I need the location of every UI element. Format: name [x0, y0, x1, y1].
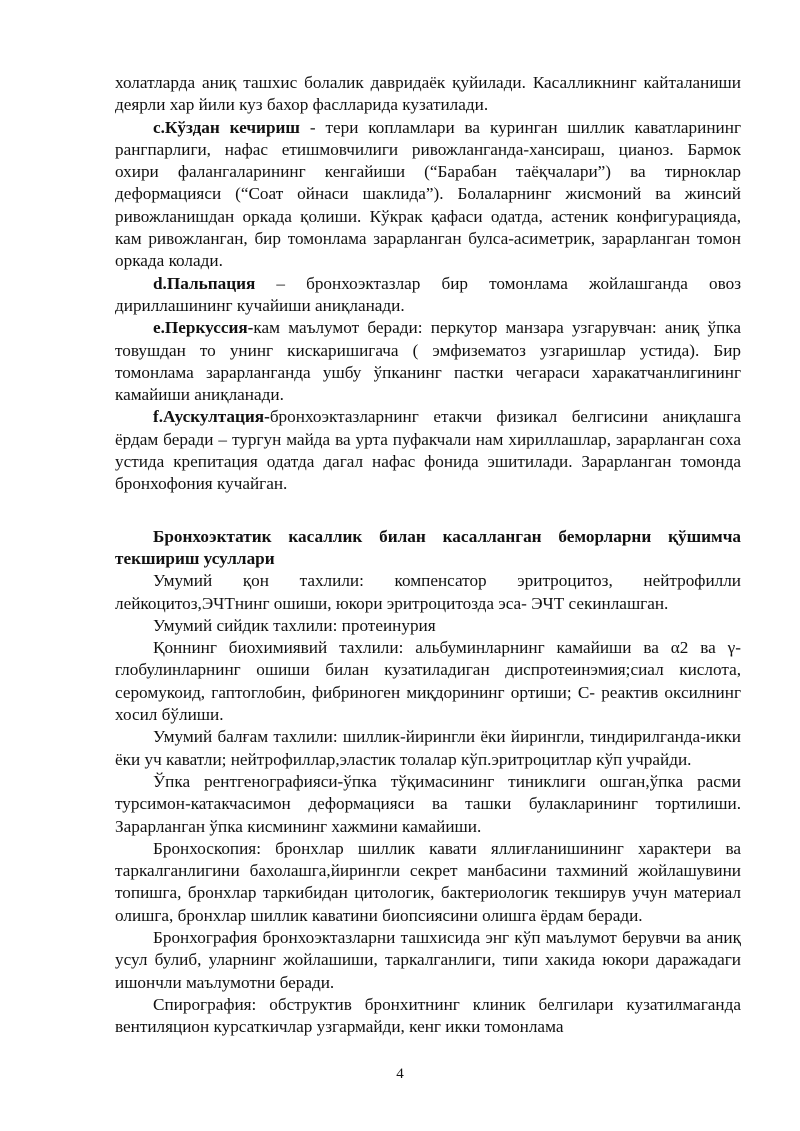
inspection-lead: c.Кўздан кечириш: [153, 117, 300, 137]
method-urine-test: Умумий сийдик тахлили: протеинурия: [153, 615, 436, 635]
inspection-text: - тери копламлари ва куринган шиллик каватларининг рангпарлиги, нафас етишмовчилиги ривожланганда-хансираш, цианоз. Бармок охири фалангаларининг кенгайиши (“Барабан таёқчалари”) ва тирноклар деформацияси (“Соат ойнаси шаклида”). Болаларнинг жисмоний ва жинсий ривожланишдан оркада қолиши. Кўкрак қафаси одатда, астеник конфигурацияда, кам ривожланган, бир томонлама зарарланган булса-асиметрик, зарарланган томон оркада колади.: [115, 117, 741, 271]
method-blood-test: Умумий қон тахлили: компенсатор эритроцитоз, нейтрофилли лейкоцитоз,ЭЧТнинг ошиши, юкори эритроцитозда эса- ЭЧТ секинлашган.: [115, 571, 741, 613]
percussion-text: кам маълумот беради: перкутор манзара узгарувчан: аниқ ўпка товушдан то унинг кискаришигача ( эмфизематоз узгаришлар устида). Бир томонлама зарарланганда ушбу ўпканинг пастки чегараси харакатчанлигининг камайиши аниқланади.: [115, 318, 741, 405]
palpation-text: – бронхоэктазлар бир томонлама жойлашганда овоз дириллашининг кучайиши аниқланади.: [115, 273, 741, 315]
paragraph-intro: [115, 72, 741, 117]
paragraph-auscultation: [115, 406, 741, 495]
paragraph-percussion: [115, 317, 741, 406]
section-heading: Бронхоэктатик касаллик билан касалланган беморларни қўшимча текшириш усуллари: [115, 526, 741, 568]
method-biochemistry: Қоннинг биохимиявий тахлили: альбуминларнинг камайиши ва α2 ва γ-глобулинларнинг ошиши билан кузатиладиган диспротеинэмия;сиал кислота, серомукоид, гаптоглобин, фибриноген миқдорининг ортиши; С- реактив оксилнинг хосил бўлиши.: [115, 638, 741, 725]
page-number: 4: [396, 1066, 404, 1082]
method-sputum-test: Умумий балғам тахлили: шиллик-йирингли ёки йирингли, тиндирилганда-икки ёки уч каватли; нейтрофиллар,эластик толалар кўп.эритроцитлар кўп учрайди.: [115, 727, 741, 769]
method-radiography: Ўпка рентгенографияси-ўпка тўқимасининг тиниклиги ошган,ўпка расми турсимон-катакчасимон деформацияси ва ташки булакларининг тортилиши. Зарарланган ўпка кисмининг хажмини камайиши.: [115, 771, 741, 836]
method-spirography: Спирография: обструктив бронхитнинг клиник белгилари кузатилмаганда вентиляцион курсаткичлар узгармайди, кенг икки томонлама: [115, 994, 741, 1037]
document-page: [115, 72, 741, 1038]
auscultation-text: бронхоэктазларнинг етакчи физикал белгисини аниқлашга ёрдам беради – тургун майда ва урта пуфакчали нам хириллашлар, зарарланган соха устида крепитация одатда дагал нафас фонида эшитилади. Зарарланган томонда бронхофония кучайган.: [115, 407, 741, 494]
percussion-lead: e.Перкуссия-: [153, 318, 254, 338]
paragraph-palpation: [115, 273, 741, 318]
method-bronchography: Бронхография бронхоэктазларни ташхисида энг кўп маълумот берувчи ва аниқ усул булиб, уларнинг жойлашиши, таркалганлиги, типи хакида юкори даражадаги ишончли маълумотни беради.: [115, 927, 741, 992]
paragraph-inspection: [115, 117, 741, 273]
palpation-lead: d.Пальпация: [153, 273, 256, 293]
paragraph-intro-text: холатларда аниқ ташхис болалик давридаёк қуйилади. Касалликнинг кайталаниши деярли хар йили куз бахор фаслларида кузатилади.: [115, 73, 741, 115]
auscultation-lead: f.Аускултация-: [153, 407, 270, 427]
method-bronchoscopy: Бронхоскопия: бронхлар шиллик кавати яллиғланишининг характери ва таркалганлигини бахолашга,йирингли секрет манбасини тахминий жойлашувини топишга, бронхлар таркибидан цитологик, бактериологик текширув учун материал олишга, бронхлар шиллик каватини биопсиясини олишга ёрдам беради.: [115, 838, 741, 925]
